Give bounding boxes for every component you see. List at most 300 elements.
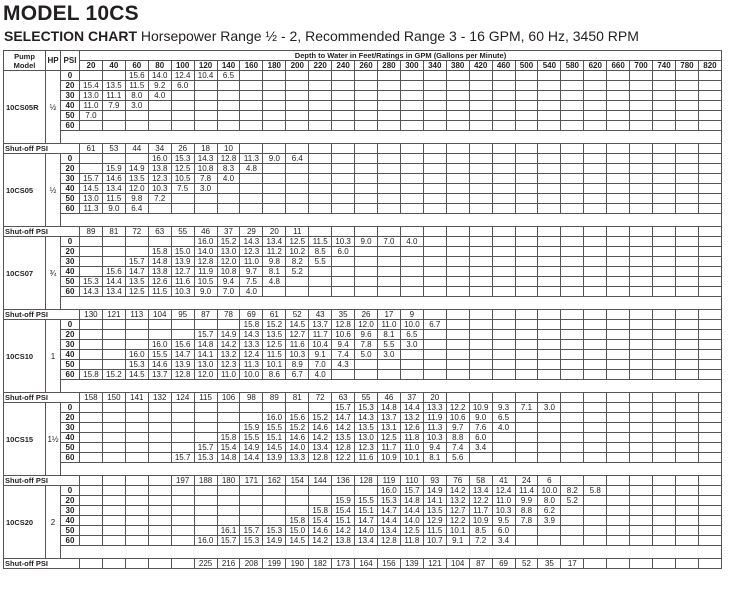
- gpm-value-cell: [102, 71, 125, 81]
- gpm-value-cell: 14.9: [217, 330, 240, 340]
- gpm-value-cell: [675, 350, 698, 360]
- psi-cell: 60: [61, 287, 80, 297]
- gpm-value-cell: [492, 247, 515, 257]
- gpm-value-cell: [377, 101, 400, 111]
- gpm-value-cell: [400, 164, 423, 174]
- gpm-value-cell: [653, 237, 676, 247]
- shutoff-value-cell: [446, 227, 469, 237]
- shutoff-value-cell: 29: [240, 227, 263, 237]
- gpm-value-cell: 16.0: [148, 340, 171, 350]
- gpm-value-cell: 6.7: [423, 320, 446, 330]
- gpm-value-cell: [538, 184, 561, 194]
- gpm-value-cell: 14.6: [286, 433, 309, 443]
- gpm-value-cell: [309, 174, 332, 184]
- shutoff-value-cell: [561, 393, 584, 403]
- gpm-value-cell: [194, 121, 217, 131]
- gpm-value-cell: [630, 71, 653, 81]
- gpm-value-cell: 8.8: [446, 433, 469, 443]
- hp-cell: 1: [46, 320, 61, 393]
- gpm-value-cell: 4.0: [400, 237, 423, 247]
- shutoff-value-cell: 11: [286, 227, 309, 237]
- gpm-value-cell: 15.8: [309, 506, 332, 516]
- gpm-value-cell: [400, 247, 423, 257]
- gpm-value-cell: 14.5: [286, 536, 309, 546]
- psi-cell: 40: [61, 267, 80, 277]
- gpm-value-cell: [653, 330, 676, 340]
- gpm-value-cell: [240, 111, 263, 121]
- gpm-value-cell: [332, 287, 355, 297]
- shutoff-value-cell: 72: [309, 393, 332, 403]
- gpm-value-cell: 13.4: [102, 287, 125, 297]
- shutoff-value-cell: [80, 559, 103, 569]
- gpm-value-cell: 9.0: [355, 237, 378, 247]
- shutoff-value-cell: 18: [194, 144, 217, 154]
- gpm-value-cell: [607, 360, 630, 370]
- gpm-value-cell: 12.3: [240, 247, 263, 257]
- gpm-value-cell: [653, 413, 676, 423]
- gpm-value-cell: [538, 267, 561, 277]
- gpm-value-cell: 15.7: [80, 174, 103, 184]
- gpm-value-cell: 4.8: [240, 164, 263, 174]
- gpm-value-cell: [492, 154, 515, 164]
- gpm-value-cell: 13.2: [446, 496, 469, 506]
- shutoff-value-cell: [675, 144, 698, 154]
- gpm-value-cell: [630, 526, 653, 536]
- gpm-value-cell: [607, 154, 630, 164]
- gpm-value-cell: [355, 360, 378, 370]
- psi-cell: 0: [61, 403, 80, 413]
- gpm-value-cell: [698, 287, 721, 297]
- gpm-value-cell: [584, 277, 607, 287]
- gpm-value-cell: [423, 330, 446, 340]
- table-row: [4, 164, 722, 174]
- gpm-value-cell: [675, 71, 698, 81]
- gpm-value-cell: 15.6: [125, 71, 148, 81]
- gpm-value-cell: 15.3: [80, 277, 103, 287]
- gpm-value-cell: [80, 526, 103, 536]
- gpm-value-cell: 10.3: [332, 237, 355, 247]
- table-row: [4, 91, 722, 101]
- gpm-value-cell: 14.2: [332, 526, 355, 536]
- shutoff-value-cell: [446, 144, 469, 154]
- gpm-value-cell: [538, 330, 561, 340]
- gpm-value-cell: [561, 204, 584, 214]
- gpm-value-cell: [607, 71, 630, 81]
- gpm-value-cell: [355, 71, 378, 81]
- gpm-value-cell: [653, 174, 676, 184]
- gpm-value-cell: [400, 174, 423, 184]
- gpm-value-cell: [561, 330, 584, 340]
- gpm-value-cell: [538, 433, 561, 443]
- shutoff-value-cell: [630, 559, 653, 569]
- gpm-value-cell: [355, 121, 378, 131]
- gpm-value-cell: 15.4: [80, 81, 103, 91]
- gpm-value-cell: [492, 360, 515, 370]
- gpm-value-cell: 11.5: [423, 526, 446, 536]
- gpm-value-cell: 11.3: [240, 154, 263, 164]
- gpm-value-cell: [607, 536, 630, 546]
- gpm-value-cell: [584, 164, 607, 174]
- gpm-value-cell: [561, 81, 584, 91]
- gpm-value-cell: [286, 164, 309, 174]
- shutoff-value-cell: [561, 227, 584, 237]
- gpm-value-cell: [561, 370, 584, 380]
- shutoff-value-cell: [653, 227, 676, 237]
- gpm-value-cell: [194, 81, 217, 91]
- gpm-value-cell: [630, 81, 653, 91]
- gpm-value-cell: 13.5: [355, 423, 378, 433]
- gpm-value-cell: [171, 433, 194, 443]
- depth-header-cell: 20: [80, 61, 103, 71]
- shutoff-value-cell: [584, 476, 607, 486]
- gpm-value-cell: [561, 433, 584, 443]
- gpm-value-cell: [377, 174, 400, 184]
- gpm-value-cell: [469, 194, 492, 204]
- gpm-value-cell: [80, 71, 103, 81]
- gpm-value-cell: [630, 320, 653, 330]
- gpm-value-cell: 15.4: [217, 443, 240, 453]
- gpm-value-cell: [584, 496, 607, 506]
- gpm-value-cell: [125, 320, 148, 330]
- shutoff-value-cell: [355, 227, 378, 237]
- gpm-value-cell: 13.0: [80, 194, 103, 204]
- gpm-value-cell: [653, 486, 676, 496]
- gpm-value-cell: [423, 111, 446, 121]
- gpm-value-cell: [171, 486, 194, 496]
- gpm-value-cell: [584, 257, 607, 267]
- psi-cell: 20: [61, 413, 80, 423]
- gpm-value-cell: [675, 287, 698, 297]
- gpm-value-cell: [675, 154, 698, 164]
- shutoff-value-cell: [423, 227, 446, 237]
- shutoff-value-cell: [561, 476, 584, 486]
- shutoff-value-cell: [515, 310, 538, 320]
- gpm-value-cell: 14.0: [355, 526, 378, 536]
- gpm-value-cell: [698, 164, 721, 174]
- gpm-value-cell: [423, 184, 446, 194]
- gpm-value-cell: [125, 413, 148, 423]
- gpm-value-cell: 15.3: [171, 154, 194, 164]
- shutoff-value-cell: 61: [263, 310, 286, 320]
- psi-cell: 30: [61, 257, 80, 267]
- gpm-value-cell: 16.1: [217, 526, 240, 536]
- gpm-value-cell: 5.5: [377, 340, 400, 350]
- gpm-value-cell: [675, 184, 698, 194]
- gpm-value-cell: [492, 320, 515, 330]
- gpm-value-cell: [584, 403, 607, 413]
- shutoff-value-cell: 93: [423, 476, 446, 486]
- gpm-value-cell: [194, 506, 217, 516]
- shutoff-value-cell: 87: [469, 559, 492, 569]
- gpm-value-cell: [194, 204, 217, 214]
- gpm-value-cell: 13.3: [240, 340, 263, 350]
- gpm-value-cell: 7.8: [355, 340, 378, 350]
- gpm-value-cell: 8.1: [263, 267, 286, 277]
- gpm-value-cell: [125, 154, 148, 164]
- shutoff-value-cell: [698, 393, 721, 403]
- gpm-value-cell: 15.7: [194, 443, 217, 453]
- gpm-value-cell: 13.2: [217, 350, 240, 360]
- gpm-value-cell: [355, 111, 378, 121]
- table-row: [4, 277, 722, 287]
- gpm-value-cell: [538, 111, 561, 121]
- gpm-value-cell: [698, 71, 721, 81]
- gpm-value-cell: [80, 443, 103, 453]
- gpm-value-cell: 14.7: [125, 267, 148, 277]
- gpm-value-cell: 13.4: [355, 536, 378, 546]
- gpm-value-cell: [515, 267, 538, 277]
- gpm-value-cell: 4.0: [240, 287, 263, 297]
- shutoff-value-cell: [125, 559, 148, 569]
- gpm-value-cell: [538, 277, 561, 287]
- gpm-value-cell: [194, 413, 217, 423]
- gpm-value-cell: 11.6: [171, 277, 194, 287]
- gpm-value-cell: 14.9: [263, 536, 286, 546]
- gpm-value-cell: [286, 101, 309, 111]
- gpm-value-cell: 13.5: [332, 433, 355, 443]
- gpm-value-cell: [309, 91, 332, 101]
- gpm-value-cell: [286, 184, 309, 194]
- gpm-value-cell: 14.3: [240, 237, 263, 247]
- gpm-value-cell: 14.2: [217, 340, 240, 350]
- gpm-value-cell: 12.0: [125, 184, 148, 194]
- gpm-value-cell: 15.9: [332, 496, 355, 506]
- gpm-value-cell: 5.5: [309, 257, 332, 267]
- gpm-value-cell: [698, 370, 721, 380]
- psi-cell: 60: [61, 370, 80, 380]
- gpm-value-cell: [80, 403, 103, 413]
- gpm-value-cell: 9.4: [423, 443, 446, 453]
- depth-header-cell: 740: [653, 61, 676, 71]
- gpm-value-cell: [653, 154, 676, 164]
- psi-cell: 30: [61, 423, 80, 433]
- gpm-value-cell: 14.4: [102, 277, 125, 287]
- gpm-value-cell: [125, 496, 148, 506]
- gpm-value-cell: [469, 91, 492, 101]
- depth-header-cell: 660: [607, 61, 630, 71]
- gpm-value-cell: 12.5: [125, 287, 148, 297]
- gpm-value-cell: [240, 91, 263, 101]
- gpm-value-cell: 15.7: [400, 486, 423, 496]
- gpm-value-cell: [148, 536, 171, 546]
- gpm-value-cell: [332, 204, 355, 214]
- table-row: [4, 101, 722, 111]
- gpm-value-cell: 10.3: [171, 287, 194, 297]
- gpm-value-cell: [332, 267, 355, 277]
- gpm-value-cell: [377, 287, 400, 297]
- depth-header-cell: 340: [423, 61, 446, 71]
- depth-header-cell: 620: [584, 61, 607, 71]
- gpm-value-cell: [607, 287, 630, 297]
- gpm-value-cell: [492, 101, 515, 111]
- gpm-value-cell: [515, 526, 538, 536]
- gpm-value-cell: [286, 204, 309, 214]
- gpm-value-cell: [263, 71, 286, 81]
- shutoff-value-cell: 124: [171, 393, 194, 403]
- gpm-value-cell: [148, 403, 171, 413]
- gpm-value-cell: [653, 111, 676, 121]
- gpm-value-cell: 14.6: [309, 423, 332, 433]
- shutoff-value-cell: 150: [102, 393, 125, 403]
- psi-cell: 40: [61, 350, 80, 360]
- gpm-value-cell: 12.7: [286, 330, 309, 340]
- shutoff-value-cell: [653, 310, 676, 320]
- gpm-value-cell: [125, 330, 148, 340]
- gpm-value-cell: [125, 340, 148, 350]
- gpm-value-cell: [309, 71, 332, 81]
- gpm-value-cell: 12.7: [446, 506, 469, 516]
- gpm-value-cell: [538, 287, 561, 297]
- gpm-value-cell: 14.5: [286, 320, 309, 330]
- gpm-value-cell: [584, 526, 607, 536]
- gpm-value-cell: [584, 413, 607, 423]
- shutoff-value-cell: 141: [125, 393, 148, 403]
- gpm-value-cell: [423, 194, 446, 204]
- gpm-value-cell: [607, 433, 630, 443]
- gpm-value-cell: [538, 350, 561, 360]
- gpm-value-cell: 12.8: [217, 154, 240, 164]
- gpm-value-cell: [446, 174, 469, 184]
- shutoff-value-cell: [561, 310, 584, 320]
- shutoff-value-cell: 115: [194, 393, 217, 403]
- shutoff-value-cell: 17: [561, 559, 584, 569]
- shutoff-value-cell: [515, 393, 538, 403]
- shutoff-value-cell: [630, 310, 653, 320]
- gpm-value-cell: [355, 267, 378, 277]
- table-row: [4, 121, 722, 131]
- gpm-value-cell: [607, 330, 630, 340]
- shutoff-label: Shut-off PSI: [4, 144, 80, 154]
- page-title: MODEL 10CS: [3, 2, 139, 25]
- gpm-value-cell: [515, 277, 538, 287]
- gpm-value-cell: 14.6: [102, 174, 125, 184]
- gpm-value-cell: [630, 453, 653, 463]
- gpm-value-cell: 12.3: [217, 360, 240, 370]
- gpm-value-cell: [446, 71, 469, 81]
- gpm-value-cell: [446, 194, 469, 204]
- gpm-value-cell: [653, 423, 676, 433]
- gpm-value-cell: 9.0: [194, 287, 217, 297]
- gpm-value-cell: [630, 423, 653, 433]
- gpm-value-cell: [675, 320, 698, 330]
- gpm-value-cell: 11.4: [515, 486, 538, 496]
- gpm-value-cell: [446, 101, 469, 111]
- gpm-value-cell: [492, 277, 515, 287]
- gpm-value-cell: [607, 486, 630, 496]
- gpm-value-cell: [263, 204, 286, 214]
- gpm-value-cell: 3.9: [538, 516, 561, 526]
- gpm-value-cell: [630, 247, 653, 257]
- shutoff-value-cell: 225: [194, 559, 217, 569]
- shutoff-value-cell: [698, 144, 721, 154]
- gpm-value-cell: 11.5: [309, 237, 332, 247]
- gpm-value-cell: [630, 174, 653, 184]
- gpm-value-cell: [377, 91, 400, 101]
- gpm-value-cell: [561, 91, 584, 101]
- shutoff-value-cell: 144: [309, 476, 332, 486]
- gpm-value-cell: [469, 154, 492, 164]
- gpm-value-cell: [492, 257, 515, 267]
- hp-cell: 2: [46, 486, 61, 559]
- gpm-value-cell: [148, 433, 171, 443]
- gpm-value-cell: [171, 443, 194, 453]
- table-row: [4, 350, 722, 360]
- gpm-value-cell: [584, 81, 607, 91]
- gpm-value-cell: [446, 360, 469, 370]
- gpm-value-cell: [630, 287, 653, 297]
- gpm-value-cell: [607, 204, 630, 214]
- gpm-value-cell: [332, 91, 355, 101]
- gpm-value-cell: [675, 277, 698, 287]
- gpm-value-cell: [332, 277, 355, 287]
- gpm-value-cell: 14.7: [355, 516, 378, 526]
- shutoff-value-cell: 46: [377, 393, 400, 403]
- gpm-value-cell: [515, 184, 538, 194]
- gpm-value-cell: 14.0: [400, 516, 423, 526]
- shutoff-value-cell: [309, 144, 332, 154]
- gpm-value-cell: [400, 287, 423, 297]
- gpm-value-cell: [698, 121, 721, 131]
- gpm-value-cell: 14.8: [400, 496, 423, 506]
- table-row: [4, 287, 722, 297]
- gpm-value-cell: [263, 486, 286, 496]
- gpm-value-cell: [423, 91, 446, 101]
- gpm-value-cell: 8.1: [423, 453, 446, 463]
- gpm-value-cell: [355, 287, 378, 297]
- gpm-value-cell: [630, 496, 653, 506]
- gpm-value-cell: [561, 287, 584, 297]
- gpm-value-cell: 12.5: [263, 340, 286, 350]
- depth-header-cell: 60: [125, 61, 148, 71]
- gpm-value-cell: 15.2: [102, 370, 125, 380]
- gpm-value-cell: [584, 184, 607, 194]
- gpm-value-cell: 15.2: [263, 320, 286, 330]
- gpm-value-cell: [675, 204, 698, 214]
- gpm-value-cell: 12.0: [217, 257, 240, 267]
- gpm-value-cell: [469, 277, 492, 287]
- gpm-value-cell: [698, 320, 721, 330]
- pump-model-cell: 10CS07: [4, 237, 46, 310]
- gpm-value-cell: [217, 320, 240, 330]
- gpm-value-cell: 13.5: [102, 81, 125, 91]
- shutoff-value-cell: [675, 310, 698, 320]
- gpm-value-cell: [675, 174, 698, 184]
- gpm-value-cell: 14.3: [80, 287, 103, 297]
- shutoff-value-cell: 78: [217, 310, 240, 320]
- gpm-value-cell: 15.7: [125, 257, 148, 267]
- pump-model-cell: 10CS05R: [4, 71, 46, 144]
- gpm-value-cell: 8.9: [286, 360, 309, 370]
- gpm-value-cell: [515, 71, 538, 81]
- gpm-value-cell: [515, 287, 538, 297]
- gpm-value-cell: [355, 184, 378, 194]
- gpm-value-cell: [102, 423, 125, 433]
- gpm-value-cell: 14.5: [263, 443, 286, 453]
- gpm-value-cell: [675, 433, 698, 443]
- gpm-value-cell: [148, 486, 171, 496]
- gpm-value-cell: [584, 320, 607, 330]
- hp-cell: ¾: [46, 237, 61, 310]
- header-pump-model: Pump Model: [4, 51, 46, 71]
- gpm-value-cell: [607, 277, 630, 287]
- shutoff-value-cell: [446, 310, 469, 320]
- gpm-value-cell: [286, 194, 309, 204]
- gpm-value-cell: [400, 154, 423, 164]
- gpm-value-cell: [538, 360, 561, 370]
- gpm-value-cell: 14.0: [148, 71, 171, 81]
- gpm-value-cell: [80, 413, 103, 423]
- shutoff-value-cell: 164: [355, 559, 378, 569]
